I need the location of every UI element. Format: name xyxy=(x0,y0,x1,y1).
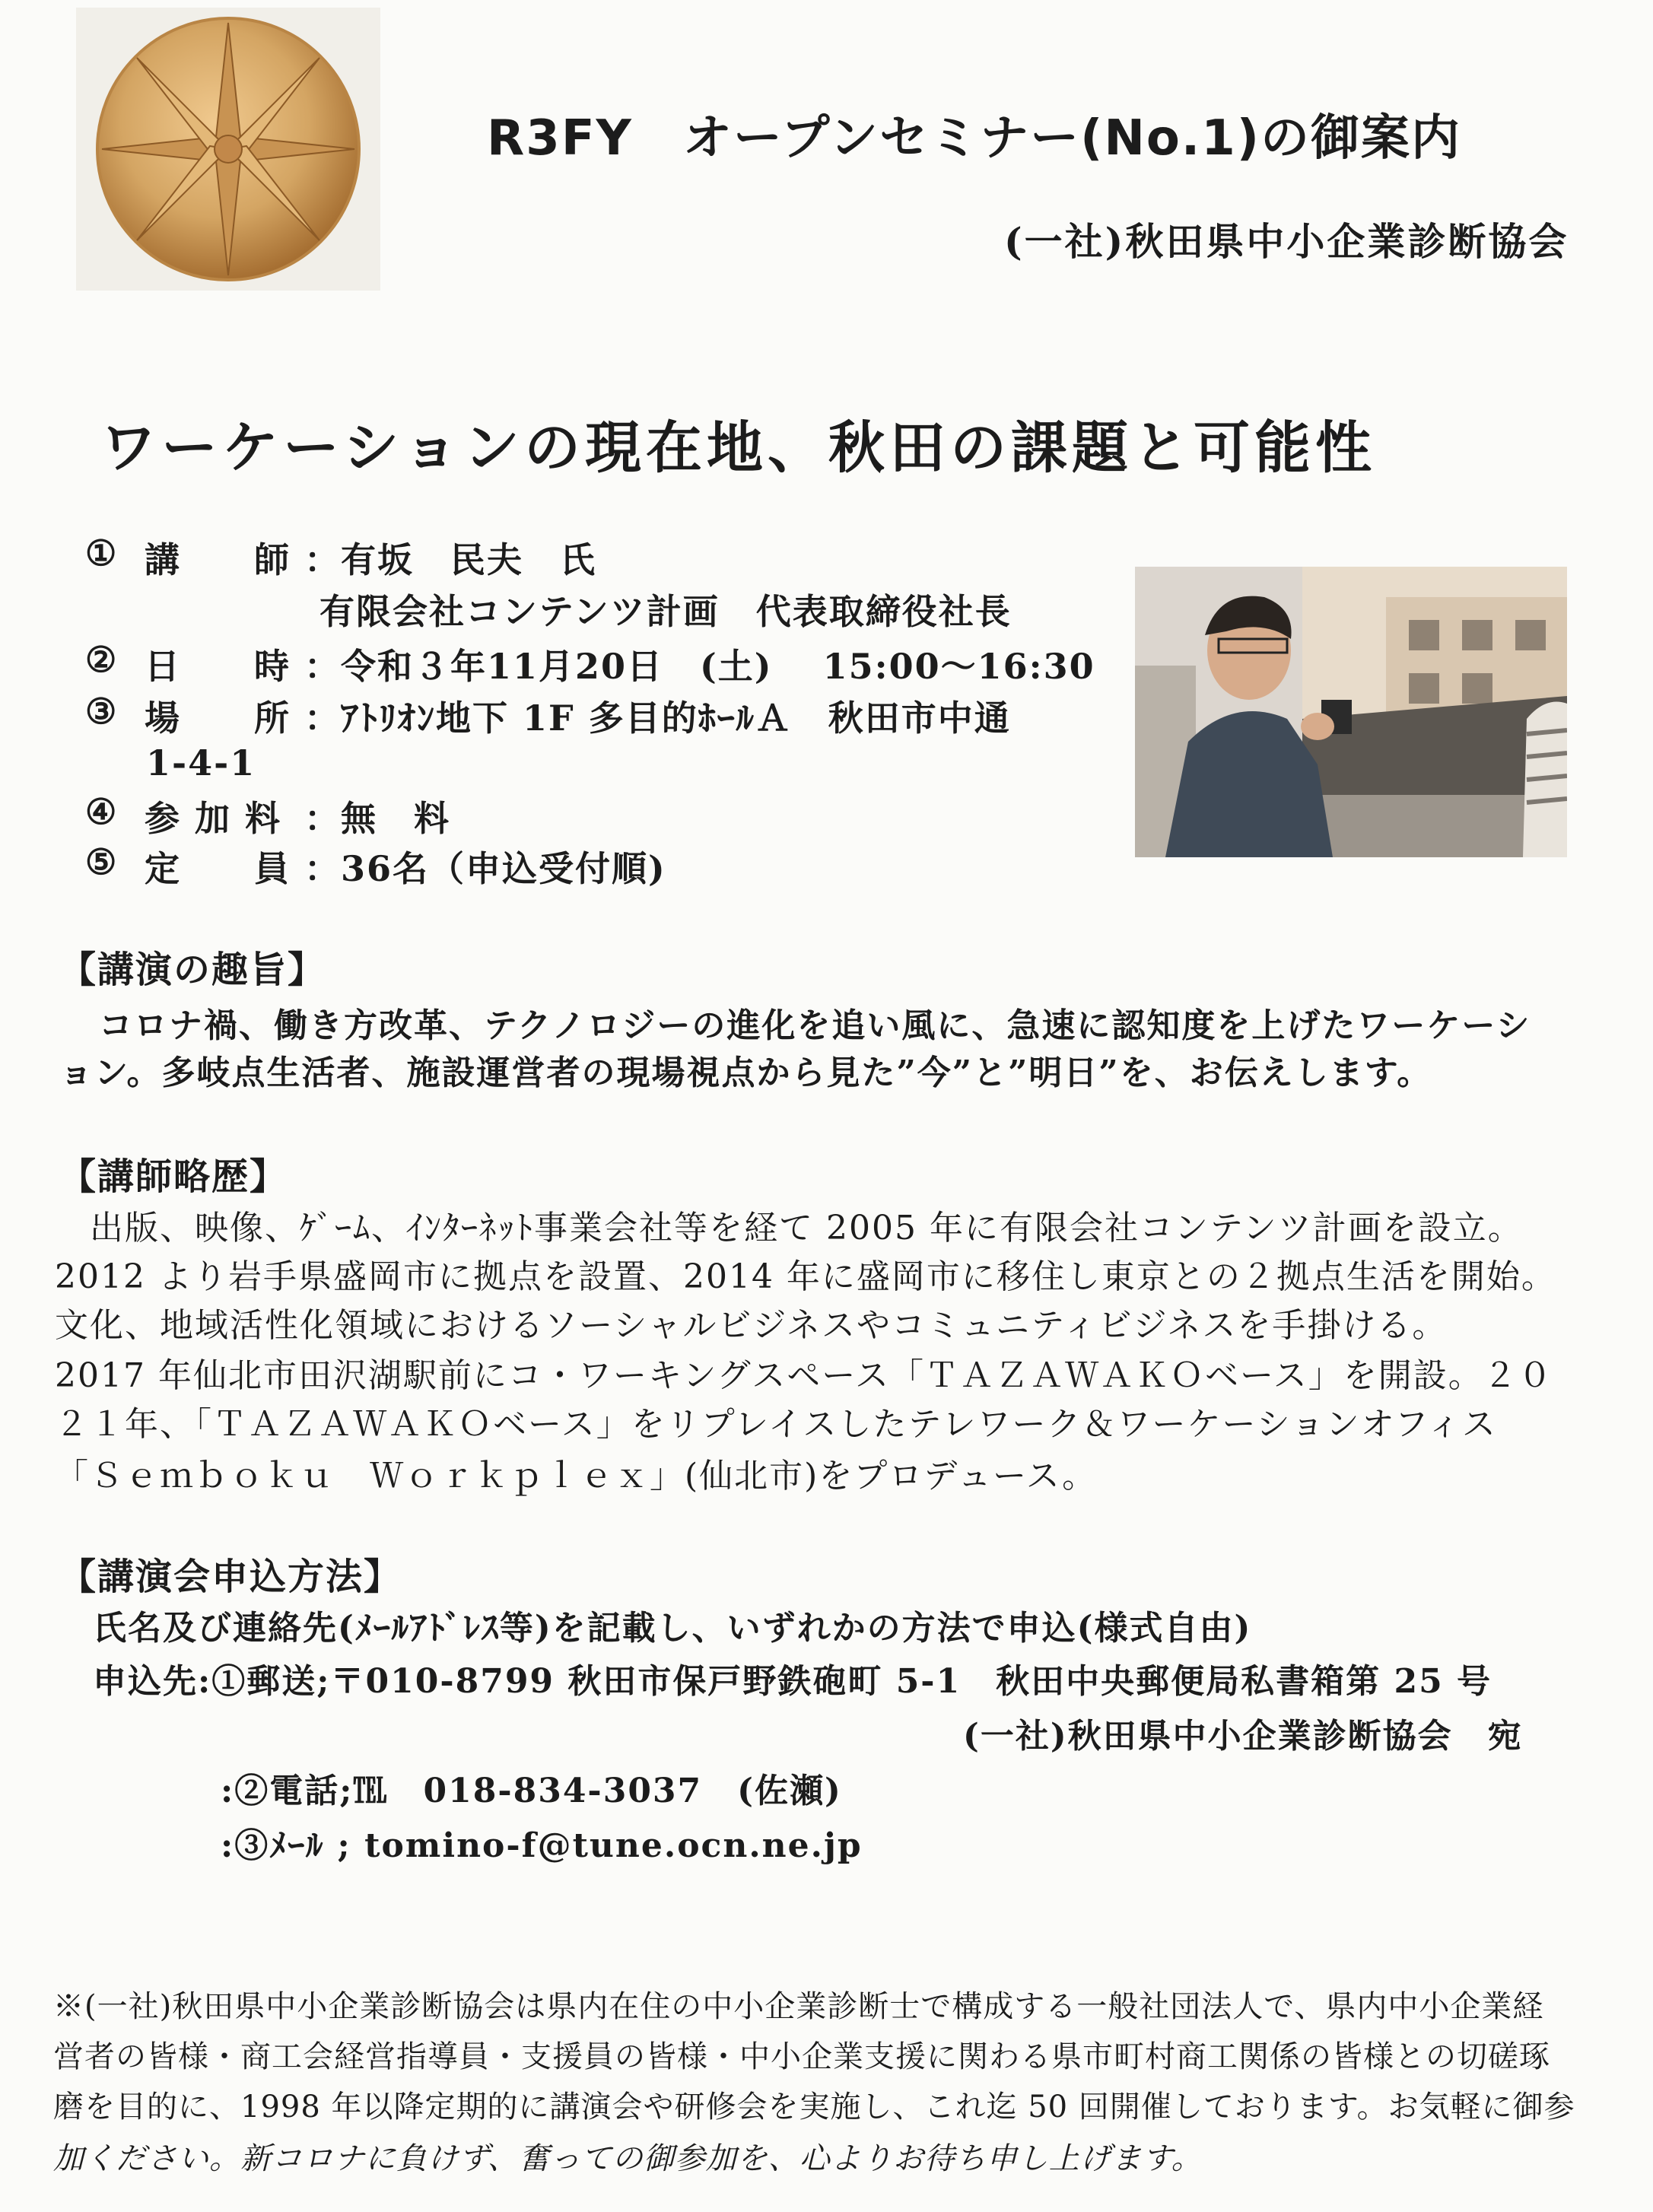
lecturer-label: 講 師 xyxy=(145,539,291,580)
apply-line-1: 氏名及び連絡先(ﾒｰﾙｱﾄﾞﾚｽ等)を記載し、いずれかの方法で申込(様式自由) xyxy=(93,1609,1252,1648)
lecturer-name: ：有坂 民夫 氏 xyxy=(304,539,596,580)
bio-line-6: 「Ｓｅｍｂｏｋｕ Ｗｏｒｋｐｌｅｘ」(仙北市)をプロデュース。 xyxy=(55,1457,1098,1495)
venue-address: 1-4-1 xyxy=(146,742,256,783)
organization-name: (一社)秋田県中小企業診断協会 xyxy=(1004,219,1569,264)
bio-line-1: 出版、映像、ｹﾞｰﾑ、ｲﾝﾀｰﾈｯﾄ事業会社等を経て 2005 年に有限会社コンテンツ計画を設立。 xyxy=(55,1209,1523,1247)
datetime-label: 日 時 xyxy=(145,646,291,687)
purpose-heading: 【講演の趣旨】 xyxy=(59,949,326,991)
footer-line-4: 加ください。新コロナに負けず、奮っての御参加を、心よりお待ち申し上げます。 xyxy=(53,2141,1203,2176)
bio-line-3: 文化、地域活性化領域におけるソーシャルビジネスやコミュニティビジネスを手掛ける。 xyxy=(55,1306,1448,1345)
lecturer-photo xyxy=(1135,567,1567,857)
page-title: R3FY オープンセミナー(No.1)の御案内 xyxy=(487,110,1461,167)
capacity-value: ：36名（申込受付順) xyxy=(304,848,666,889)
capacity-label: 定 員 xyxy=(145,848,291,889)
venue-number: ③ xyxy=(85,691,119,732)
apply-line-2: 申込先:①郵送;〒010-8799 秋田市保戸野鉄砲町 5-1 秋田中央郵便局私書箱第 25 号 xyxy=(93,1662,1492,1701)
apply-line-3: (一社)秋田県中小企業診断協会 宛 xyxy=(963,1717,1523,1756)
venue-label: 場 所 xyxy=(145,698,291,739)
fee-number: ④ xyxy=(85,791,119,832)
purpose-line-1: コロナ禍、働き方改革、テクノロジーの進化を追い風に、急速に認知度を上げたワーケーシ xyxy=(64,1006,1531,1045)
datetime-number: ② xyxy=(85,639,119,680)
capacity-number: ⑤ xyxy=(85,841,119,882)
bio-heading: 【講師略歴】 xyxy=(59,1155,288,1198)
footer-line-3: 磨を目的に、1998 年以降定期的に講演会や研修会を実施し、これ迄 50 回開催しております。お気軽に御参 xyxy=(53,2090,1575,2125)
footer-line-1: ※(一社)秋田県中小企業診断協会は県内在住の中小企業診断士で構成する一般社団法人で、県内中小企業経 xyxy=(53,1989,1544,2024)
venue-value: ：ｱﾄﾘｵﾝ地下 1F 多目的ﾎｰﾙＡ 秋田市中通 xyxy=(304,698,1011,739)
apply-email: :③ﾒｰﾙ ; tomino-f@tune.ocn.ne.jp xyxy=(221,1826,863,1865)
compass-rose-logo xyxy=(76,8,380,291)
purpose-line-2: ョン。多岐点生活者、施設運営者の現場視点から見た”今”と”明日”を、お伝えします。 xyxy=(59,1054,1432,1092)
bio-line-5: ２１年、「ＴＡＺＡＷＡＫＯベース」をリプレイスしたテレワーク＆ワーケーションオフィス xyxy=(55,1405,1497,1444)
lecturer-title: 有限会社コンテンツ計画 代表取締役社長 xyxy=(319,591,1012,632)
lecturer-number: ① xyxy=(85,532,119,574)
footer-line-2: 営者の皆様・商工会経営指導員・支援員の皆様・中小企業支援に関わる県市町村商工関係の皆様との切磋琢 xyxy=(53,2039,1550,2074)
apply-heading: 【講演会申込方法】 xyxy=(59,1556,402,1598)
bio-line-4: 2017 年仙北市田沢湖駅前にコ・ワーキングスペース「ＴＡＺＡＷＡＫＯベース」を開設。２０ xyxy=(55,1356,1553,1395)
fee-value: ：無 料 xyxy=(304,798,450,839)
seminar-headline: ワーケーションの現在地、秋田の課題と可能性 xyxy=(100,415,1377,481)
bio-line-2: 2012 より岩手県盛岡市に拠点を設置、2014 年に盛岡市に移住し東京との２拠点生活を開始。 xyxy=(55,1257,1556,1296)
apply-phone: :②電話;℡ 018-834-3037 (佐瀬) xyxy=(221,1772,842,1810)
fee-label: 参 加 料 xyxy=(145,798,282,839)
datetime-value: ：令和３年11月20日 (土) 15:00～16:30 xyxy=(304,646,1095,687)
